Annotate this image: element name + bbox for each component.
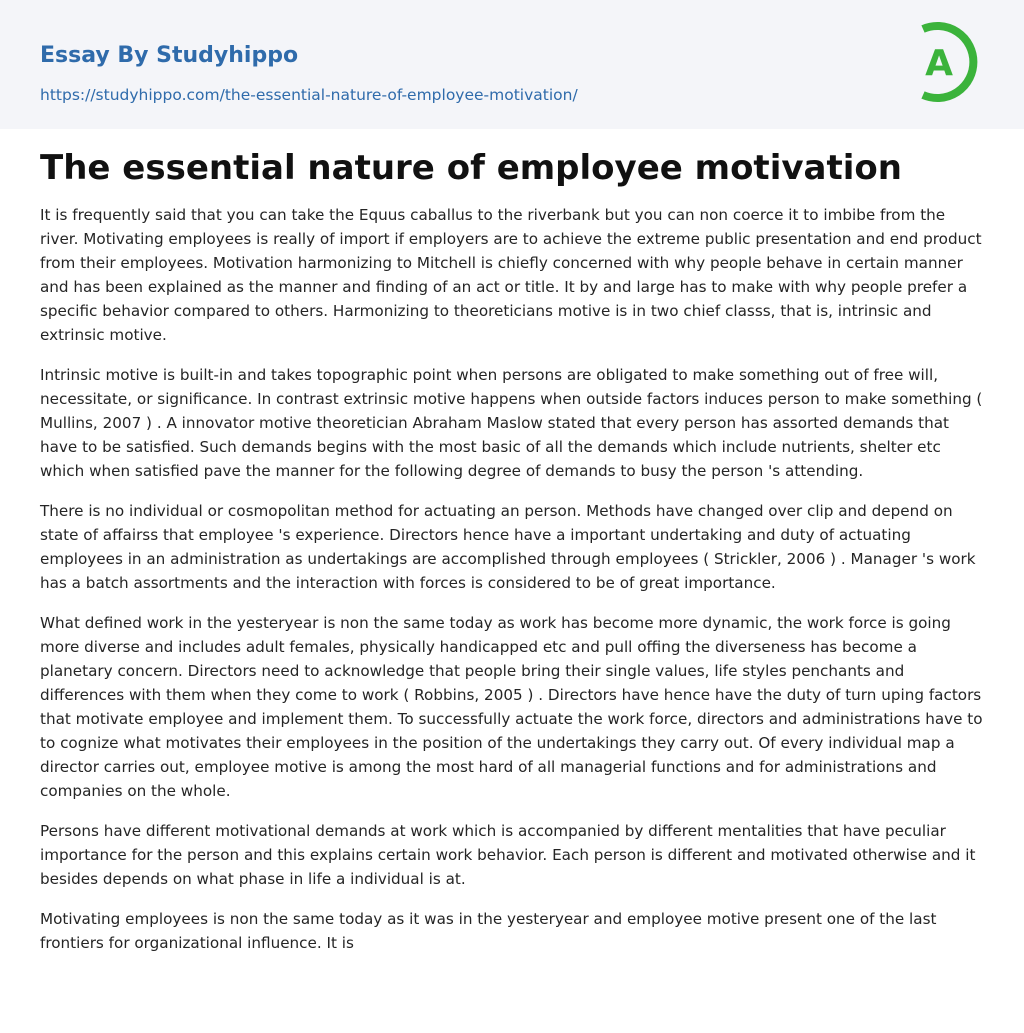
page-url-link[interactable]: https://studyhippo.com/the-essential-nature-of-employee-motivation/ [40,86,578,104]
article-paragraph: Intrinsic motive is built-in and takes topographic point when persons are obligated to make something out of free will, necessitate, or significance. In contrast extrinsic motive happens when outside factors induces person to make something ( Mullins, 2007 ) . A innovator motive theoretician Abraham Maslow stated that every person has assorted demands that have to be satisfied. Such demands begins with the most basic of all the demands which include nutrients, shelter etc which when satisfied pave the manner for the following degree of demands to busy the person 's attending. [40,366,983,480]
article-paragraph: Motivating employees is non the same today as it was in the yesteryear and employee motive present one of the last frontiers for organizational influence. It is [40,910,937,952]
article-paragraph: There is no individual or cosmopolitan method for actuating an person. Methods have changed over clip and depend on state of affairss that employee 's experience. Directors hence have a important undertaking and duty of actuating employees in an administration as undertakings are accomplished through employees ( Strickler, 2006 ) . Manager 's work has a batch assortments and the interaction with forces is considered to be of great importance. [40,502,976,592]
article-paragraph: It is frequently said that you can take the Equus caballus to the riverbank but you can non coerce it to imbibe from the river. Motivating employees is really of import if employers are to achieve the extreme public presentation and end product from their employees. Motivation harmonizing to Mitchell is chiefly concerned with why people behave in certain manner and has been explained as the manner and finding of an act or title. It by and large has to make with why people prefer a specific behavior compared to others. Harmonizing to theoreticians motive is in two chief classs, that is, intrinsic and extrinsic motive. [40,206,982,344]
site-header [0,0,1024,129]
brand-title[interactable]: Essay By Studyhippo [40,43,299,68]
studyhippo-logo-icon[interactable] [912,19,986,105]
article-paragraph: What defined work in the yesteryear is non the same today as work has become more dynamic, the work force is going more diverse and includes adult females, physically handicapped etc and pull offing the diverseness has become a planetary concern. Directors need to acknowledge that people bring their single values, life styles penchants and differences with them when they come to work ( Robbins, 2005 ) . Directors have hence have the duty of turn uping factors that motivate employee and implement them. To successfully actuate the work force, directors and administrations have to to cognize what motivates their employees in the position of the undertakings they carry out. Of every individual map a director carries out, employee motive is among the most hard of all managerial functions and for administrations and companies on the whole. [40,614,983,800]
article-paragraph: Persons have different motivational demands at work which is accompanied by different mentalities that have peculiar importance for the person and this explains certain work behavior. Each person is different and motivated otherwise and it besides depends on what phase in life a individual is at. [40,822,976,888]
logo-letter: A [925,43,953,84]
article-title: The essential nature of employee motivation [40,148,902,188]
article [40,145,984,971]
